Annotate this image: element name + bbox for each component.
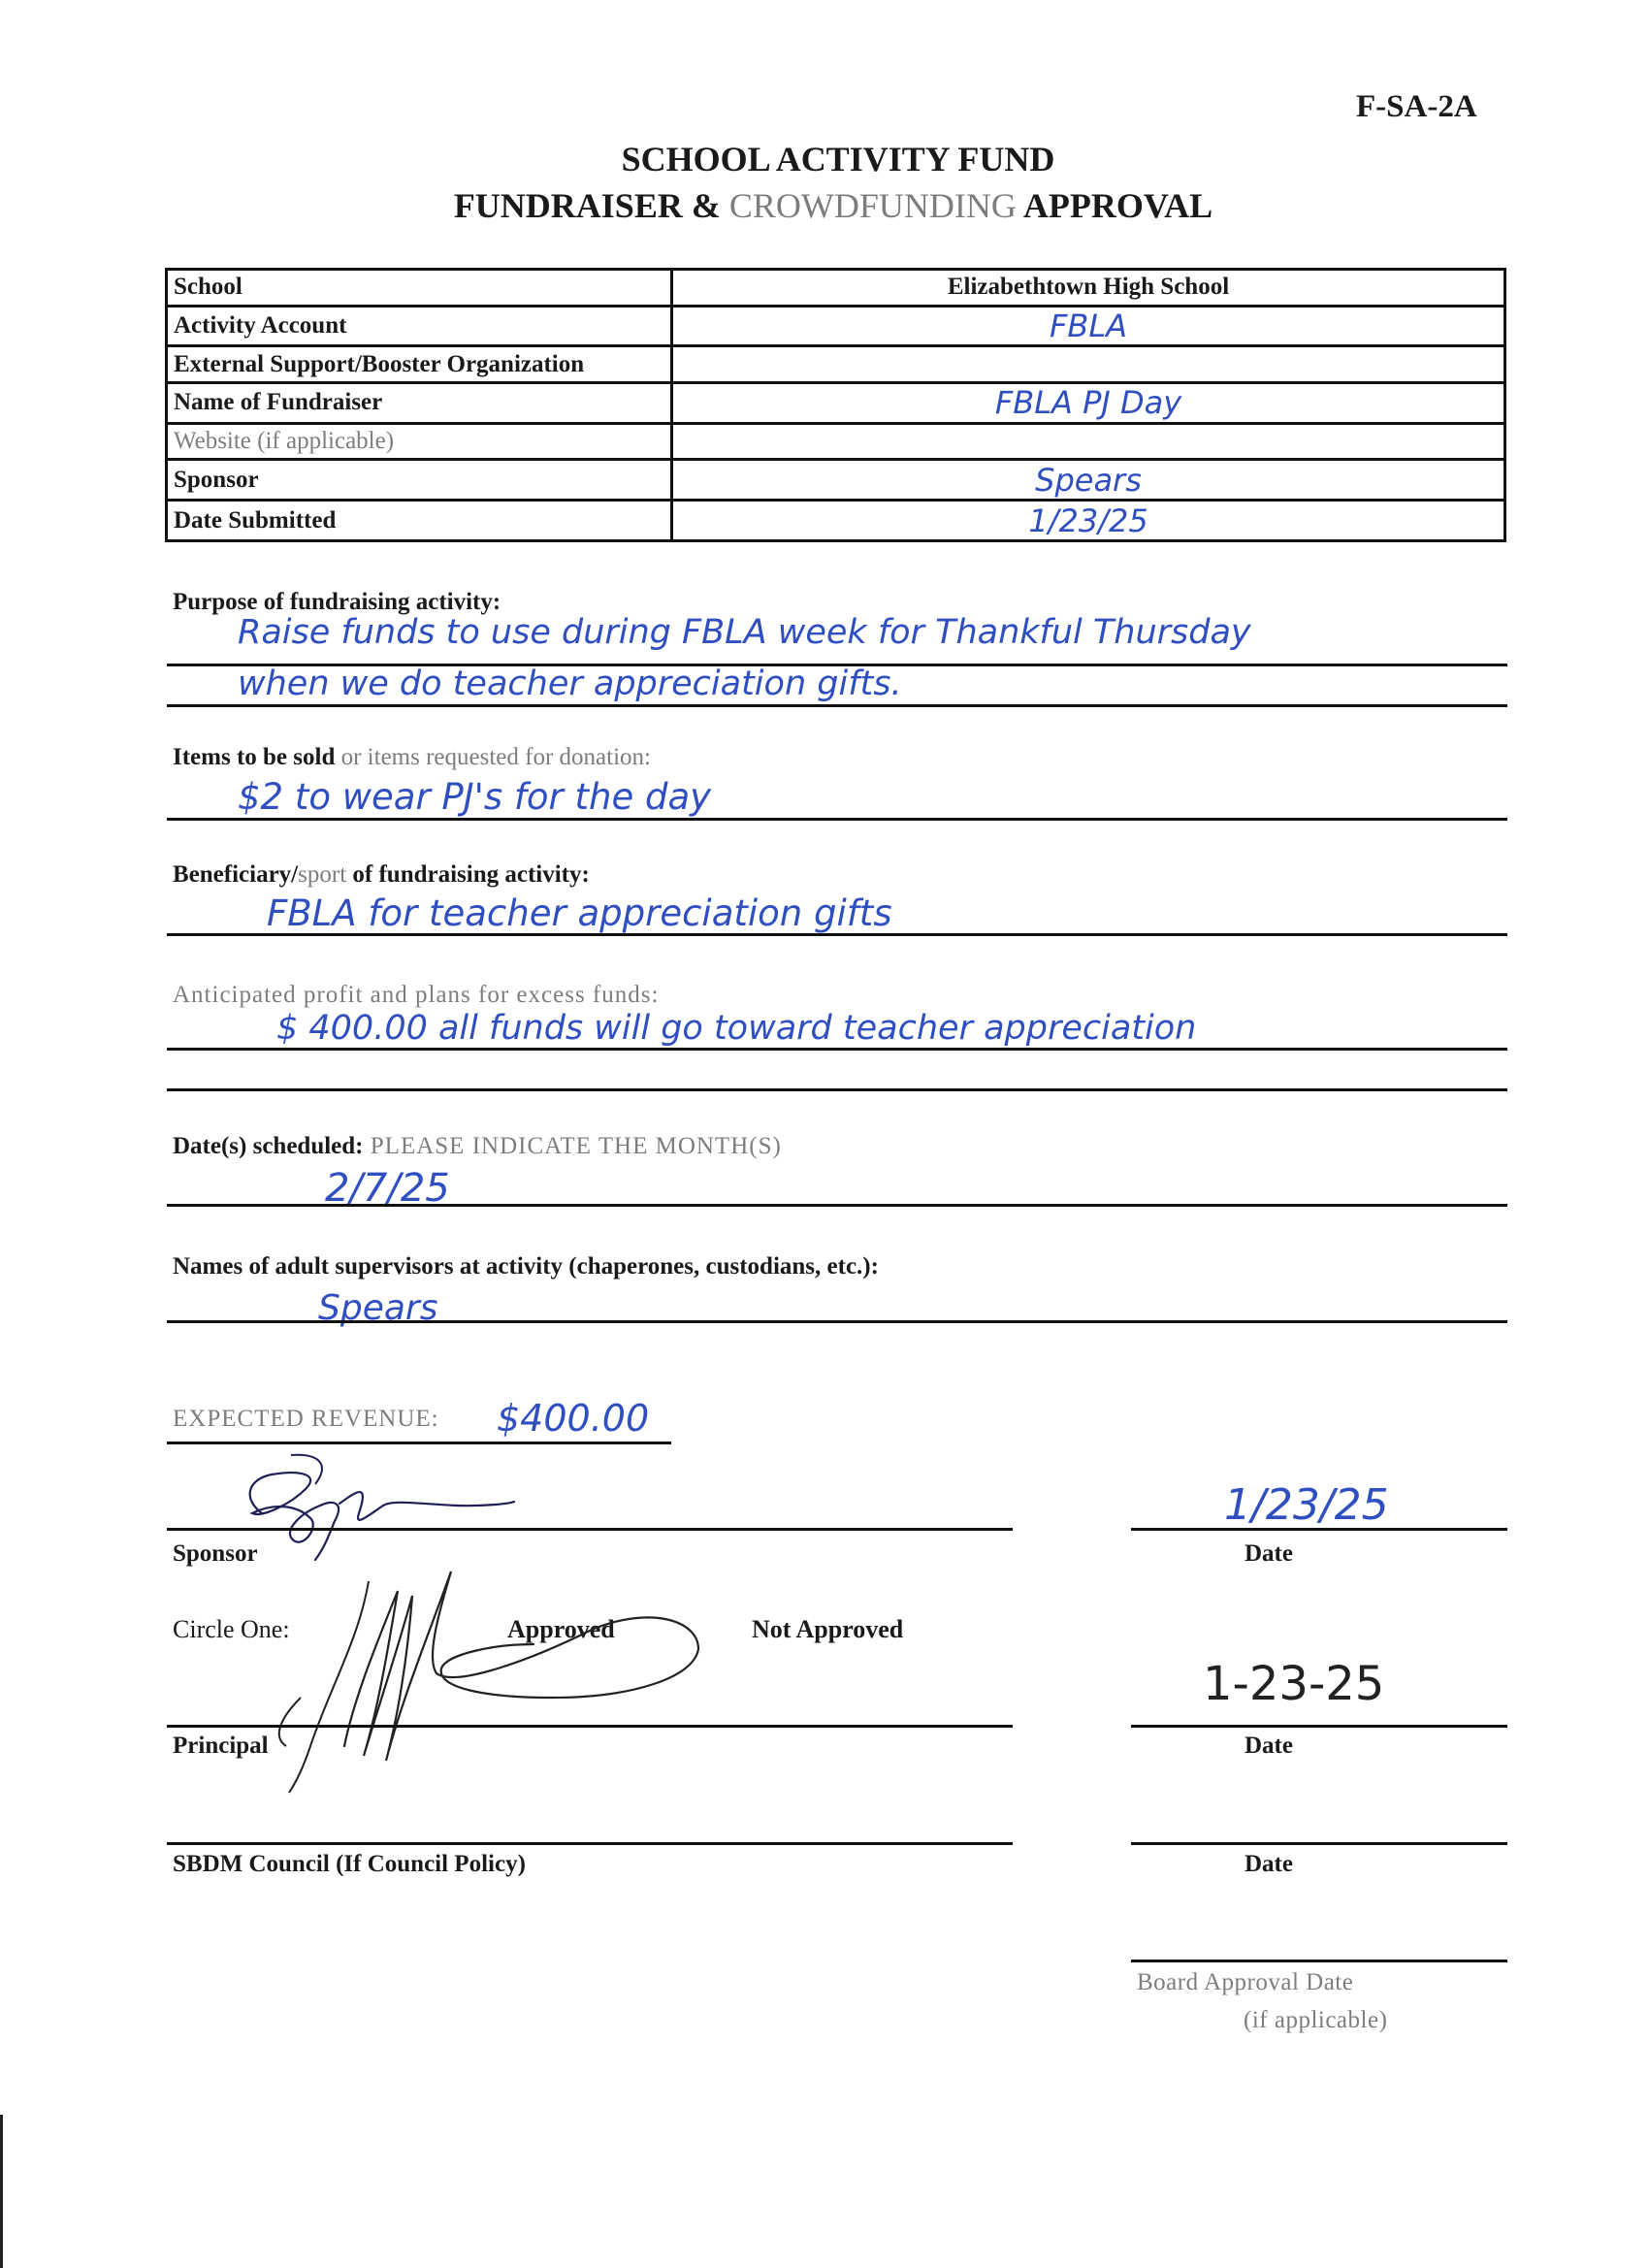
beneficiary-value[interactable]: FBLA for teacher appreciation gifts xyxy=(267,892,892,934)
revenue-rule xyxy=(167,1442,671,1444)
approved-option[interactable]: Approved xyxy=(507,1615,615,1643)
principal-date-value[interactable]: 1-23-25 xyxy=(1203,1657,1385,1711)
beneficiary-label-c: of fundraising activity: xyxy=(346,861,590,888)
row-sponsor xyxy=(167,460,1505,501)
items-label-bold: Items to be sold xyxy=(173,744,336,770)
profit-rule-1 xyxy=(167,1048,1507,1051)
revenue-value[interactable]: $400.00 xyxy=(497,1397,650,1440)
sponsor-date-rule xyxy=(1131,1528,1507,1531)
subtitle-crowdfunding: CROWDFUNDING xyxy=(728,186,1017,225)
school-label: School xyxy=(167,270,672,307)
sponsor-signature xyxy=(223,1445,534,1567)
revenue-label: EXPECTED REVENUE: xyxy=(173,1406,439,1432)
principal-signature xyxy=(242,1552,708,1795)
purpose-rule-2 xyxy=(167,704,1507,707)
website-field[interactable] xyxy=(672,423,1505,460)
sbdm-label: SBDM Council (If Council Policy) xyxy=(173,1851,526,1877)
subtitle-part-3: APPROVAL xyxy=(1016,186,1213,225)
sponsor-value: Spears xyxy=(1035,461,1142,499)
activity-account-field[interactable] xyxy=(672,306,1505,346)
purpose-line-1[interactable]: Raise funds to use during FBLA week for Thankful Thursday xyxy=(238,613,1251,652)
form-title: SCHOOL ACTIVITY FUND xyxy=(621,140,1055,178)
dates-value[interactable]: 2/7/25 xyxy=(325,1166,450,1211)
dates-label xyxy=(173,1133,782,1160)
profit-label: Anticipated profit and plans for excess funds: xyxy=(173,982,660,1008)
beneficiary-label-a: Beneficiary/ xyxy=(173,861,299,888)
booster-field[interactable] xyxy=(672,346,1505,383)
date-submitted-value: 1/23/25 xyxy=(1028,502,1148,539)
circle-one-label: Circle One: xyxy=(173,1615,290,1643)
row-website xyxy=(167,423,1505,460)
row-booster xyxy=(167,346,1505,383)
supervisors-label: Names of adult supervisors at activity (chaperones, custodians, etc.): xyxy=(173,1253,879,1280)
info-table xyxy=(165,268,1506,542)
purpose-label: Purpose of fundraising activity: xyxy=(173,589,501,615)
principal-label: Principal xyxy=(173,1733,269,1759)
date-submitted-field[interactable] xyxy=(672,501,1505,541)
sbdm-date-label: Date xyxy=(1245,1851,1293,1877)
beneficiary-label-sport: sport xyxy=(298,861,347,888)
dates-label-bold: Date(s) scheduled: xyxy=(173,1133,364,1159)
sponsor-field[interactable] xyxy=(672,460,1505,501)
profit-value[interactable]: $ 400.00 all funds will go toward teacher appreciation xyxy=(276,1009,1197,1048)
fundraiser-name-field[interactable] xyxy=(672,383,1505,424)
fundraiser-name-value: FBLA PJ Day xyxy=(994,384,1182,422)
row-school xyxy=(167,270,1505,307)
sbdm-date-rule xyxy=(1131,1842,1507,1845)
principal-date-label: Date xyxy=(1245,1733,1293,1759)
items-label xyxy=(173,744,651,771)
board-date-rule xyxy=(1131,1960,1507,1962)
form-subtitle xyxy=(0,185,1649,226)
activity-account-value: FBLA xyxy=(1049,308,1128,345)
principal-signature-rule xyxy=(167,1725,1013,1728)
not-approved-option[interactable]: Not Approved xyxy=(752,1615,904,1643)
sbdm-rule xyxy=(167,1842,1013,1845)
sponsor-signature-rule xyxy=(167,1528,1013,1531)
sponsor-date-value[interactable]: 1/23/25 xyxy=(1224,1480,1389,1530)
items-value[interactable]: $2 to wear PJ's for the day xyxy=(238,776,712,818)
date-submitted-label: Date Submitted xyxy=(167,501,672,541)
form-code: F-SA-2A xyxy=(1356,89,1477,124)
booster-label: External Support/Booster Organization xyxy=(167,346,672,383)
board-approval-sublabel: (if applicable) xyxy=(1244,2007,1388,2033)
fundraiser-name-label: Name of Fundraiser xyxy=(167,383,672,424)
supervisors-value[interactable]: Spears xyxy=(318,1288,438,1328)
subtitle-part-1: FUNDRAISER & xyxy=(453,186,729,225)
profit-rule-2 xyxy=(167,1088,1507,1091)
website-label: Website (if applicable) xyxy=(167,423,672,460)
items-label-gray: or items requested for donation: xyxy=(335,744,651,770)
sponsor-sig-label: Sponsor xyxy=(173,1540,258,1567)
row-date-submitted xyxy=(167,501,1505,541)
principal-date-rule xyxy=(1131,1725,1507,1728)
purpose-line-2[interactable]: when we do teacher appreciation gifts. xyxy=(238,664,902,703)
board-approval-label: Board Approval Date xyxy=(1137,1969,1354,1995)
row-activity xyxy=(167,306,1505,346)
school-value[interactable]: Elizabethtown High School xyxy=(672,270,1505,307)
scan-edge-mark xyxy=(0,2115,3,2268)
dates-rule xyxy=(167,1204,1507,1207)
sponsor-date-label: Date xyxy=(1245,1540,1293,1567)
beneficiary-label xyxy=(173,861,590,889)
sponsor-label: Sponsor xyxy=(167,460,672,501)
supervisors-rule xyxy=(167,1320,1507,1323)
dates-label-gray: PLEASE INDICATE THE MONTH(S) xyxy=(363,1133,782,1159)
activity-account-label: Activity Account xyxy=(167,306,672,346)
items-rule xyxy=(167,818,1507,821)
row-fundraiser xyxy=(167,383,1505,424)
beneficiary-rule xyxy=(167,933,1507,936)
